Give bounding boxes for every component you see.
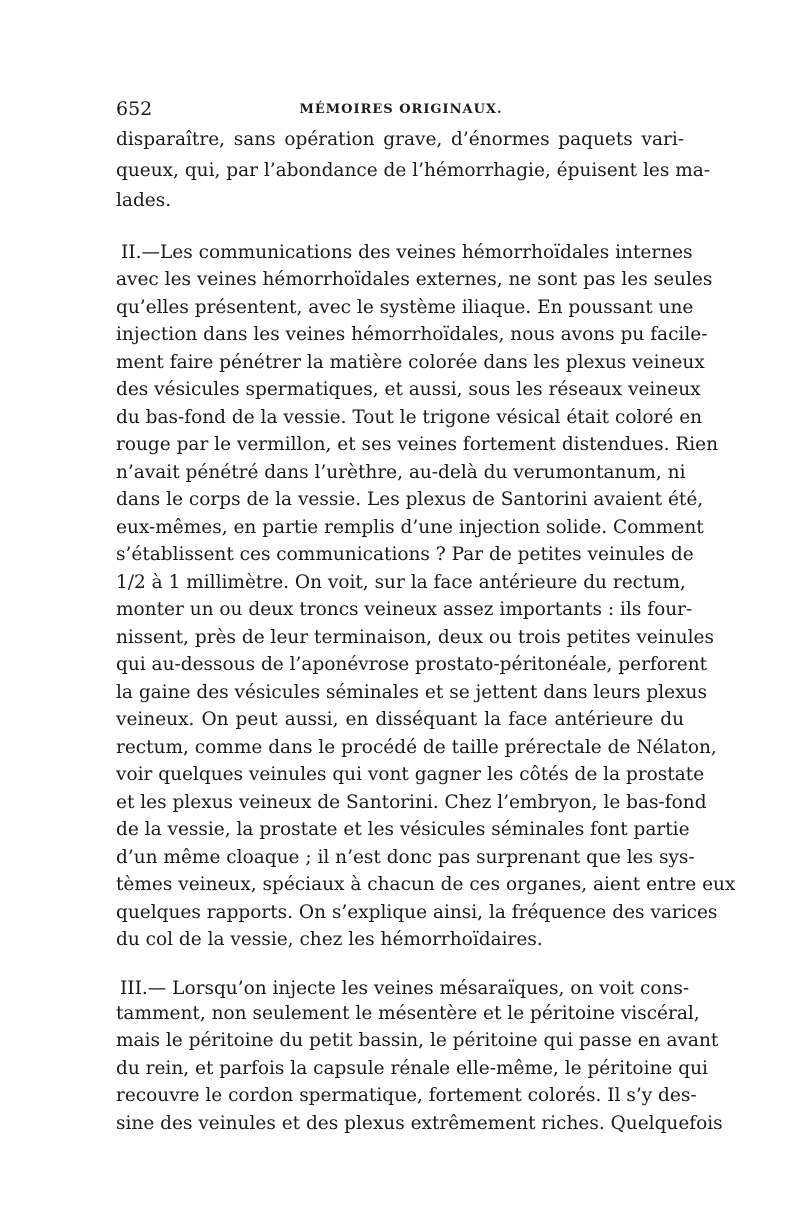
running-title: MÉMOIRES ORIGINAUX.	[299, 102, 503, 117]
text-line: la gaine des vésicules séminales et se jettent dans leurs plexus	[116, 682, 707, 703]
text-line: de la vessie, la prostate et les vésicules séminales font partie	[116, 819, 690, 840]
text-line: injection dans les veines hémorrhoïdales, nous avons pu facile-	[116, 324, 708, 345]
text-line: et les plexus veineux de Santorini. Chez l’embryon, le bas-fond	[116, 792, 707, 813]
text-line: qu’elles présentent, avec le système iliaque. En poussant une	[116, 297, 694, 318]
text-line: du bas-fond de la vessie. Tout le trigone vésical était coloré en	[116, 407, 703, 428]
text-line: sine des veinules et des plexus extrêmement riches. Quelquefois	[116, 1113, 723, 1134]
text-line: rouge par le vermillon, et ses veines fortement distendues. Rien	[116, 434, 719, 455]
text-line: mais le péritoine du petit bassin, le péritoine qui passe en avant	[116, 1030, 719, 1051]
text-line: queux, qui, par l’abondance de l’hémorrhagie, épuisent les ma-	[116, 160, 711, 181]
text-line: tèmes veineux, spéciaux à chacun de ces organes, aient entre eux	[116, 874, 736, 895]
text-line: d’un même cloaque ; il n’est donc pas surprenant que les sys-	[116, 847, 695, 868]
text-line: du rein, et parfois la capsule rénale elle-même, le péritoine qui	[116, 1058, 708, 1079]
text-line: s’établissent ces communications ? Par de petites veinules de	[116, 544, 694, 565]
text-line: ment faire pénétrer la matière colorée dans les plexus veineux	[116, 352, 705, 373]
text-line: eux-mêmes, en partie remplis d’une injection solide. Comment	[116, 517, 704, 538]
text-line: n’avait pénétré dans l’urèthre, au-delà du verumontanum, ni	[116, 462, 686, 483]
text-line: nissent, près de leur terminaison, deux ou trois petites veinules	[116, 627, 714, 648]
text-line: monter un ou deux troncs veineux assez importants : ils four-	[116, 599, 693, 620]
text-line: lades.	[116, 190, 172, 211]
text-line: qui au-dessous de l’aponévrose prostato-péritonéale, perforent	[116, 654, 708, 675]
text-line: II.—Les communications des veines hémorrhoïdales internes	[121, 242, 693, 263]
text-line: recouvre le cordon spermatique, fortement colorés. Il s’y des-	[116, 1085, 697, 1106]
page-number: 652	[116, 98, 153, 120]
text-line: des vésicules spermatiques, et aussi, sous les réseaux veineux	[116, 379, 701, 400]
text-line: quelques rapports. On s’explique ainsi, la fréquence des varices	[116, 902, 718, 923]
text-line: tamment, non seulement le mésentère et le péritoine viscéral,	[116, 1003, 700, 1024]
text-line: 1/2 à 1 millimètre. On voit, sur la face antérieure du rectum,	[116, 572, 686, 593]
text-line: rectum, comme dans le procédé de taille prérectale de Nélaton,	[116, 737, 717, 758]
text-line: avec les veines hémorrhoïdales externes, ne sont pas les seules	[116, 269, 713, 290]
text-line: du col de la vessie, chez les hémorrhoïdaires.	[116, 929, 543, 950]
text-line: disparaître, sans opération grave, d’énormes paquets vari-	[116, 129, 684, 150]
text-line: III.— Lorsqu’on injecte les veines mésaraïques, on voit cons-	[120, 978, 690, 999]
text-line: veineux. On peut aussi, en disséquant la face antérieure du	[116, 709, 684, 730]
text-line: voir quelques veinules qui vont gagner les côtés de la prostate	[116, 764, 705, 785]
text-line: dans le corps de la vessie. Les plexus de Santorini avaient été,	[116, 489, 704, 510]
page-header	[116, 98, 686, 126]
